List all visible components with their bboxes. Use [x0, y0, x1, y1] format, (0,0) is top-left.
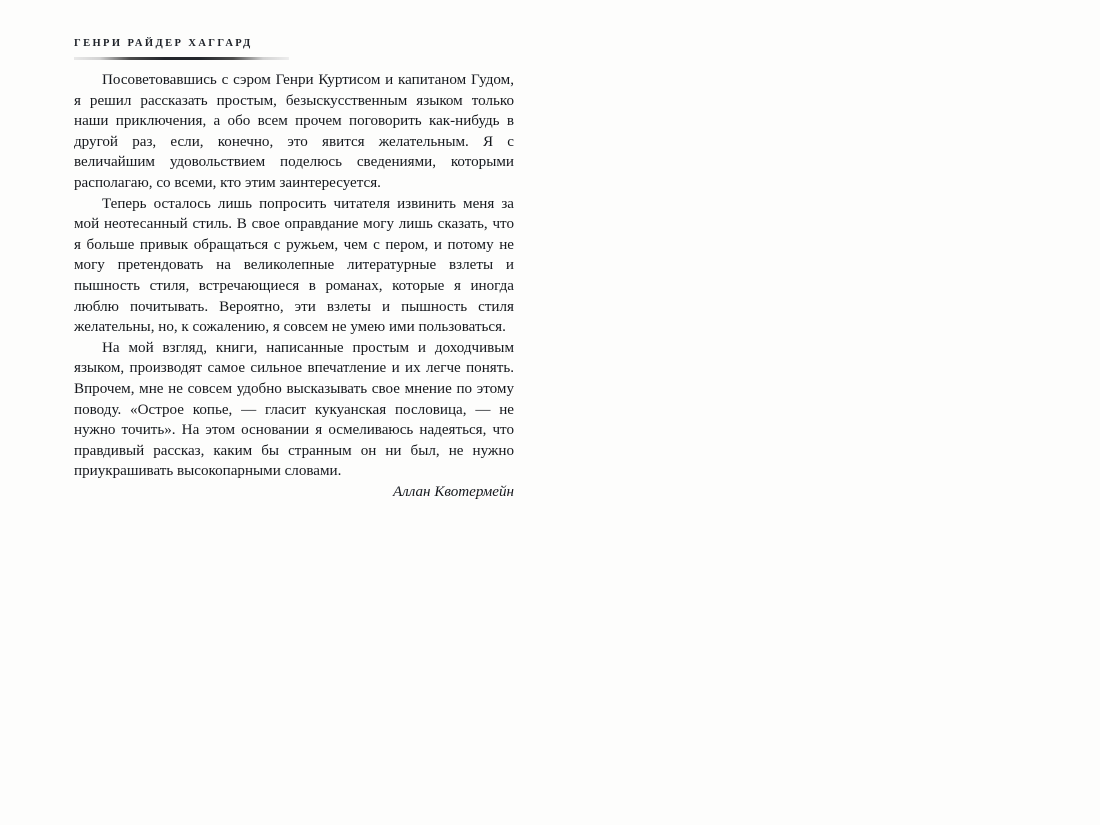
running-head-rule: [74, 57, 289, 60]
running-head: [74, 38, 514, 60]
left-column-text: [74, 70, 514, 502]
right-page: [550, 0, 1100, 825]
paragraph: Теперь осталось лишь попросить читателя извинить меня за мой неотесанный стиль. В свое оправдание могу лишь сказать, что я больше привык обращаться с ружьем, чем с пером, и потому не могу претендовать на великолепные литературные взлеты и пышность стиля, встречающиеся в романах, которые я иногда люблю почитывать. Вероятно, эти взлеты и пышность стиля желательны, но, к сожалению, я совсем не умею ими пользоваться.: [74, 195, 514, 336]
running-head-title: ГЕНРИ РАЙДЕР ХАГГАРД: [74, 38, 253, 49]
author-signature: Аллан Квотермейн: [392, 483, 514, 500]
paragraph: Посоветовавшись с сэром Генри Куртисом и капитаном Гудом, я решил рассказать простым, безыскусственным языком только наши приключения, а обо всем прочем поговорить как-нибудь в другой раз, если, конечно, это явится желательным. Я с величайшим удовольствием поделюсь сведениями, которыми располагаю, со всеми, кто этим заинтересуется.: [74, 72, 514, 191]
paragraph: На мой взгляд, книги, написанные простым и доходчивым языком, производят самое сильное впечатление и их легче понять. Впрочем, мне не совсем удобно высказывать свое мнение по этому поводу. «Острое копье, — гласит кукуанская пословица, — не нужно точить». На этом основании я осмеливаюсь надеяться, что правдивый рассказ, каким бы странным он ни был, не нужно приукрашивать высокопарными словами.: [74, 339, 514, 480]
